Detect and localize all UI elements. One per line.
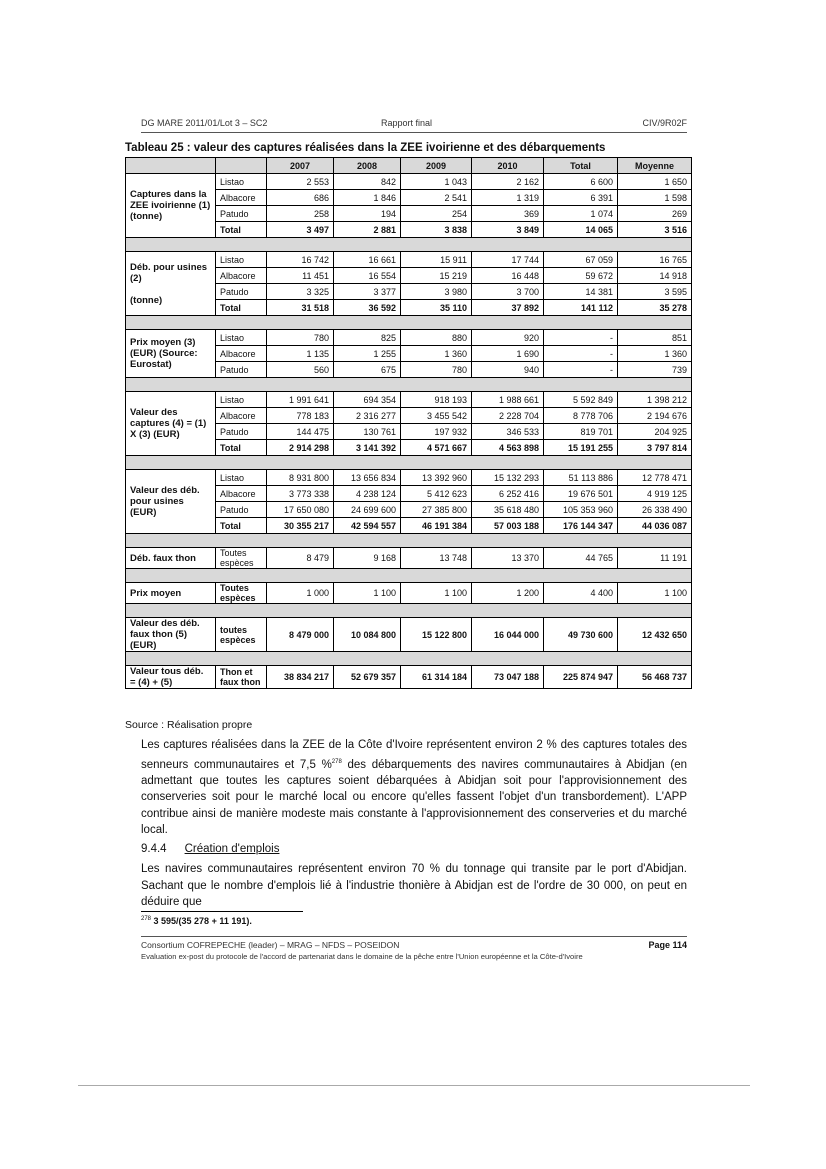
- value-cell: 1 398 212: [618, 392, 692, 408]
- value-cell: 3 849: [472, 222, 544, 238]
- value-cell: 940: [472, 362, 544, 378]
- table-row: [126, 548, 692, 569]
- separator-cell: [126, 238, 692, 252]
- value-cell: -: [544, 362, 618, 378]
- value-cell: 38 834 217: [267, 666, 334, 689]
- value-cell: 197 932: [401, 424, 472, 440]
- value-cell: 3 700: [472, 284, 544, 300]
- value-cell: 144 475: [267, 424, 334, 440]
- value-cell: 3 838: [401, 222, 472, 238]
- species-cell: toutes espèces: [216, 618, 267, 652]
- table-header-row: [126, 158, 692, 174]
- value-cell: 3 516: [618, 222, 692, 238]
- value-cell: 2 553: [267, 174, 334, 190]
- value-cell: 1 255: [334, 346, 401, 362]
- value-cell: 19 676 501: [544, 486, 618, 502]
- species-cell: Albacore: [216, 346, 267, 362]
- value-cell: 16 742: [267, 252, 334, 268]
- value-cell: 14 065: [544, 222, 618, 238]
- value-cell: 686: [267, 190, 334, 206]
- value-cell: 1 200: [472, 583, 544, 604]
- page-number: Page 114: [648, 940, 687, 950]
- value-cell: 2 881: [334, 222, 401, 238]
- value-cell: 675: [334, 362, 401, 378]
- value-cell: 15 132 293: [472, 470, 544, 486]
- species-cell: Albacore: [216, 408, 267, 424]
- value-cell: 5 412 623: [401, 486, 472, 502]
- value-cell: 51 113 886: [544, 470, 618, 486]
- footnote-number: 278: [141, 916, 152, 922]
- value-cell: 16 765: [618, 252, 692, 268]
- value-cell: 16 554: [334, 268, 401, 284]
- value-cell: 2 194 676: [618, 408, 692, 424]
- value-cell: 2 228 704: [472, 408, 544, 424]
- column-header: [216, 158, 267, 174]
- value-cell: 269: [618, 206, 692, 222]
- species-cell: Total: [216, 222, 267, 238]
- species-cell: Listao: [216, 252, 267, 268]
- value-cell: 8 778 706: [544, 408, 618, 424]
- group-label: Captures dans la ZEE ivoirienne (1) (tonne): [126, 174, 216, 238]
- value-cell: 15 191 255: [544, 440, 618, 456]
- value-cell: 880: [401, 330, 472, 346]
- separator-row: [126, 569, 692, 583]
- value-cell: 16 044 000: [472, 618, 544, 652]
- header-center: Rapport final: [381, 118, 433, 128]
- section-number: 9.4.4: [141, 843, 167, 855]
- value-cell: 52 679 357: [334, 666, 401, 689]
- value-cell: 17 744: [472, 252, 544, 268]
- value-cell: 851: [618, 330, 692, 346]
- footnote-divider: [141, 911, 303, 912]
- value-cell: 13 370: [472, 548, 544, 569]
- value-cell: 3 455 542: [401, 408, 472, 424]
- value-cell: 1 360: [618, 346, 692, 362]
- value-cell: 8 931 800: [267, 470, 334, 486]
- value-cell: 4 571 667: [401, 440, 472, 456]
- separator-row: [126, 456, 692, 470]
- column-header: 2009: [401, 158, 472, 174]
- value-cell: 56 468 737: [618, 666, 692, 689]
- column-header: Moyenne: [618, 158, 692, 174]
- separator-cell: [126, 378, 692, 392]
- separator-row: [126, 316, 692, 330]
- value-cell: 176 144 347: [544, 518, 618, 534]
- value-cell: 4 919 125: [618, 486, 692, 502]
- group-label: Déb. pour usines (2) (tonne): [126, 252, 216, 316]
- value-cell: 8 479: [267, 548, 334, 569]
- species-cell: Thon et faux thon: [216, 666, 267, 689]
- value-cell: 35 278: [618, 300, 692, 316]
- value-cell: 4 563 898: [472, 440, 544, 456]
- page-footer: [141, 936, 687, 961]
- value-cell: 141 112: [544, 300, 618, 316]
- species-cell: Patudo: [216, 206, 267, 222]
- value-cell: 16 448: [472, 268, 544, 284]
- value-cell: 44 765: [544, 548, 618, 569]
- value-cell: 3 797 814: [618, 440, 692, 456]
- value-cell: 4 238 124: [334, 486, 401, 502]
- value-cell: 130 761: [334, 424, 401, 440]
- header-left: DG MARE 2011/01/Lot 3 – SC2: [141, 118, 268, 128]
- footnote: [141, 916, 252, 926]
- column-header: Total: [544, 158, 618, 174]
- value-cell: 778 183: [267, 408, 334, 424]
- value-cell: 35 618 480: [472, 502, 544, 518]
- species-cell: Total: [216, 518, 267, 534]
- paragraph-1-text-a: Les captures réalisées dans la ZEE de la Côte d'Ivoire représentent environ 2 % des captures totales des senneurs communautaires et 7,5 %: [141, 739, 687, 771]
- value-cell: 369: [472, 206, 544, 222]
- species-cell: Listao: [216, 392, 267, 408]
- data-table: [125, 157, 692, 689]
- value-cell: 73 047 188: [472, 666, 544, 689]
- value-cell: 258: [267, 206, 334, 222]
- footer-description: Evaluation ex-post du protocole de l'accord de partenariat dans le domaine de la pêche entre l'Union européenne et la Côte-d'Ivoire: [141, 952, 583, 961]
- value-cell: 12 432 650: [618, 618, 692, 652]
- header-right: CIV/9R02F: [642, 118, 687, 128]
- group-label: Prix moyen: [126, 583, 216, 604]
- value-cell: 26 338 490: [618, 502, 692, 518]
- value-cell: 42 594 557: [334, 518, 401, 534]
- value-cell: 1 598: [618, 190, 692, 206]
- value-cell: 1 000: [267, 583, 334, 604]
- value-cell: 15 122 800: [401, 618, 472, 652]
- table-row: [126, 392, 692, 408]
- species-cell: Total: [216, 440, 267, 456]
- value-cell: 3 773 338: [267, 486, 334, 502]
- page-header: [141, 118, 687, 133]
- value-cell: 6 252 416: [472, 486, 544, 502]
- value-cell: 739: [618, 362, 692, 378]
- value-cell: 27 385 800: [401, 502, 472, 518]
- value-cell: 61 314 184: [401, 666, 472, 689]
- section-title: Création d'emplois: [184, 843, 280, 855]
- value-cell: 11 191: [618, 548, 692, 569]
- separator-row: [126, 652, 692, 666]
- value-cell: 46 191 384: [401, 518, 472, 534]
- table-row: [126, 330, 692, 346]
- value-cell: 13 392 960: [401, 470, 472, 486]
- species-cell: Albacore: [216, 486, 267, 502]
- separator-cell: [126, 456, 692, 470]
- value-cell: 3 980: [401, 284, 472, 300]
- table-row: [126, 583, 692, 604]
- separator-row: [126, 534, 692, 548]
- value-cell: 3 497: [267, 222, 334, 238]
- value-cell: 12 778 471: [618, 470, 692, 486]
- species-cell: Patudo: [216, 284, 267, 300]
- column-header: [126, 158, 216, 174]
- value-cell: 13 748: [401, 548, 472, 569]
- value-cell: 36 592: [334, 300, 401, 316]
- value-cell: 194: [334, 206, 401, 222]
- value-cell: 17 650 080: [267, 502, 334, 518]
- value-cell: 44 036 087: [618, 518, 692, 534]
- group-label: Valeur tous déb. = (4) + (5): [126, 666, 216, 689]
- value-cell: -: [544, 330, 618, 346]
- value-cell: 1 991 641: [267, 392, 334, 408]
- paragraph-2: Les navires communautaires représentent environ 70 % du tonnage qui transite par le port d'Abidjan. Sachant que le nombre d'emplois lié à l'industrie thonière à Abidjan est de l'ordre de 30 000, on peut en déduire que: [141, 863, 687, 908]
- value-cell: 346 533: [472, 424, 544, 440]
- value-cell: 2 914 298: [267, 440, 334, 456]
- group-label: Valeur des captures (4) = (1) X (3) (EUR): [126, 392, 216, 456]
- value-cell: 1 846: [334, 190, 401, 206]
- species-cell: Patudo: [216, 502, 267, 518]
- value-cell: 819 701: [544, 424, 618, 440]
- value-cell: 57 003 188: [472, 518, 544, 534]
- separator-cell: [126, 569, 692, 583]
- species-cell: Total: [216, 300, 267, 316]
- value-cell: 15 911: [401, 252, 472, 268]
- footnote-text: 3 595/(35 278 + 11 191).: [151, 916, 252, 926]
- species-cell: Toutes espèces: [216, 583, 267, 604]
- paragraph-1-text-b: des débarquements des navires communautaires à Abidjan (en admettant que toutes les captures soient débarquées à Abidjan soit pour l'approvisionnement des conserveries soit pour le marché local ou encore qu'elles fassent l'objet d'un transbordement). L'APP contribue ainsi de manière modeste mais constante à l'approvisionnement des conserveries et du marché local.: [141, 758, 687, 837]
- separator-row: [126, 378, 692, 392]
- value-cell: 204 925: [618, 424, 692, 440]
- value-cell: 825: [334, 330, 401, 346]
- group-label: Valeur des déb. faux thon (5) (EUR): [126, 618, 216, 652]
- species-cell: Toutes espèces: [216, 548, 267, 569]
- value-cell: 11 451: [267, 268, 334, 284]
- value-cell: 14 918: [618, 268, 692, 284]
- species-cell: Albacore: [216, 268, 267, 284]
- value-cell: 1 043: [401, 174, 472, 190]
- value-cell: 254: [401, 206, 472, 222]
- group-label: Valeur des déb. pour usines (EUR): [126, 470, 216, 534]
- value-cell: 842: [334, 174, 401, 190]
- value-cell: -: [544, 346, 618, 362]
- column-header: 2008: [334, 158, 401, 174]
- value-cell: 1 100: [401, 583, 472, 604]
- value-cell: 1 074: [544, 206, 618, 222]
- value-cell: 105 353 960: [544, 502, 618, 518]
- section-heading: [141, 843, 279, 855]
- separator-cell: [126, 316, 692, 330]
- value-cell: 35 110: [401, 300, 472, 316]
- value-cell: 2 541: [401, 190, 472, 206]
- value-cell: 1 650: [618, 174, 692, 190]
- value-cell: 5 592 849: [544, 392, 618, 408]
- value-cell: 59 672: [544, 268, 618, 284]
- value-cell: 1 690: [472, 346, 544, 362]
- value-cell: 3 141 392: [334, 440, 401, 456]
- separator-row: [126, 238, 692, 252]
- separator-cell: [126, 534, 692, 548]
- value-cell: 2 162: [472, 174, 544, 190]
- group-label: Prix moyen (3) (EUR) (Source: Eurostat): [126, 330, 216, 378]
- value-cell: 30 355 217: [267, 518, 334, 534]
- table-total-row: [126, 666, 692, 689]
- value-cell: 8 479 000: [267, 618, 334, 652]
- value-cell: 918 193: [401, 392, 472, 408]
- species-cell: Listao: [216, 470, 267, 486]
- species-cell: Listao: [216, 330, 267, 346]
- value-cell: 1 319: [472, 190, 544, 206]
- footer-consortium: Consortium COFREPECHE (leader) – MRAG – NFDS – POSEIDON: [141, 940, 400, 950]
- value-cell: 67 059: [544, 252, 618, 268]
- footnote-ref[interactable]: 278: [331, 758, 342, 765]
- species-cell: Albacore: [216, 190, 267, 206]
- value-cell: 3 377: [334, 284, 401, 300]
- column-header: 2010: [472, 158, 544, 174]
- value-cell: 920: [472, 330, 544, 346]
- value-cell: 2 316 277: [334, 408, 401, 424]
- value-cell: 4 400: [544, 583, 618, 604]
- separator-row: [126, 604, 692, 618]
- value-cell: 9 168: [334, 548, 401, 569]
- value-cell: 10 084 800: [334, 618, 401, 652]
- table-caption: Tableau 25 : valeur des captures réalisées dans la ZEE ivoirienne et des débarquements: [125, 142, 606, 154]
- species-cell: Patudo: [216, 362, 267, 378]
- value-cell: 37 892: [472, 300, 544, 316]
- value-cell: 780: [267, 330, 334, 346]
- value-cell: 15 219: [401, 268, 472, 284]
- table-row: [126, 470, 692, 486]
- value-cell: 1 135: [267, 346, 334, 362]
- group-label: Déb. faux thon: [126, 548, 216, 569]
- separator-cell: [126, 604, 692, 618]
- column-header: 2007: [267, 158, 334, 174]
- value-cell: 225 874 947: [544, 666, 618, 689]
- value-cell: 1 100: [334, 583, 401, 604]
- value-cell: 49 730 600: [544, 618, 618, 652]
- value-cell: 14 381: [544, 284, 618, 300]
- value-cell: 6 391: [544, 190, 618, 206]
- table-source: Source : Réalisation propre: [125, 719, 253, 731]
- value-cell: 31 518: [267, 300, 334, 316]
- page-bottom-rule: [78, 1085, 750, 1086]
- separator-cell: [126, 652, 692, 666]
- value-cell: 560: [267, 362, 334, 378]
- paragraph-1: [141, 737, 687, 839]
- table-row: [126, 252, 692, 268]
- value-cell: 3 325: [267, 284, 334, 300]
- value-cell: 1 988 661: [472, 392, 544, 408]
- table-total-row: [126, 618, 692, 652]
- value-cell: 24 699 600: [334, 502, 401, 518]
- value-cell: 13 656 834: [334, 470, 401, 486]
- value-cell: 6 600: [544, 174, 618, 190]
- value-cell: 3 595: [618, 284, 692, 300]
- value-cell: 1 360: [401, 346, 472, 362]
- value-cell: 1 100: [618, 583, 692, 604]
- value-cell: 780: [401, 362, 472, 378]
- value-cell: 694 354: [334, 392, 401, 408]
- table-row: [126, 174, 692, 190]
- value-cell: 16 661: [334, 252, 401, 268]
- species-cell: Listao: [216, 174, 267, 190]
- species-cell: Patudo: [216, 424, 267, 440]
